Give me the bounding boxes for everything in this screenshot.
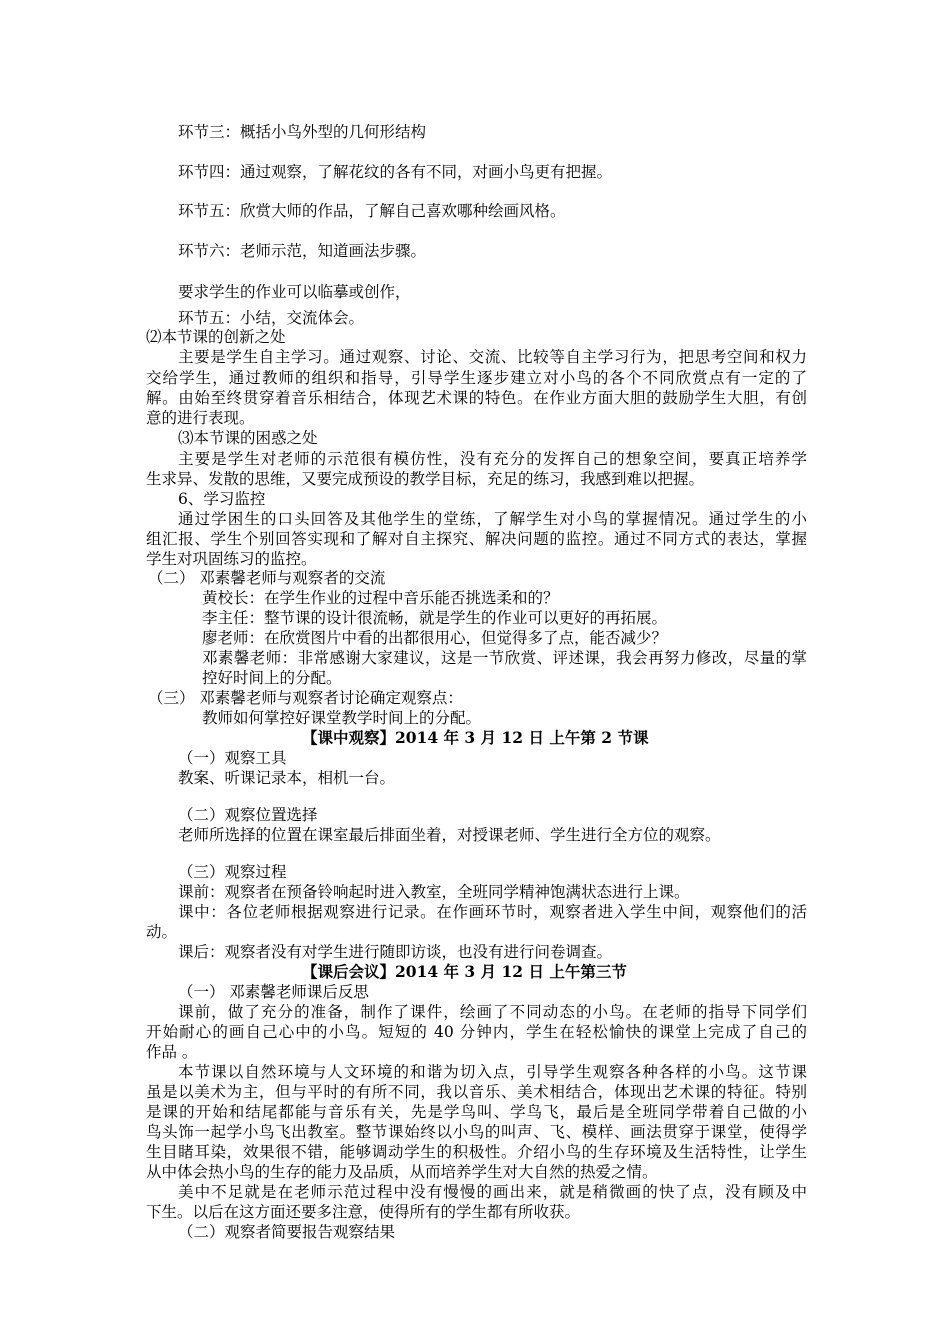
paragraph-line: 鸟头饰一起学小鸟飞出教室。整节课始终以小鸟的叫声、飞、模样、画法贯穿于课堂，使得学 bbox=[146, 1123, 807, 1141]
paragraph-line: 老师所选择的位置在课室最后排面坐着，对授课老师、学生进行全方位的观察。 bbox=[178, 826, 721, 844]
paragraph-line: 主要是学生自主学习。通过观察、讨论、交流、比较等自主学习行为，把思考空间和权力 bbox=[178, 348, 807, 366]
meeting-heading: 【课后会议】2014 年 3 月 12 日 上午第三节 bbox=[302, 962, 627, 981]
paragraph-line: 组汇报、学生个别回答实现和了解对自主探究、解决问题的监控。通过不同方式的表达，掌握 bbox=[146, 530, 807, 548]
dialog-line: 控好时间上的分配。 bbox=[202, 669, 342, 687]
section-heading: （一） 邓素馨老师课后反思 bbox=[178, 983, 369, 1001]
section-heading: （二）观察位置选择 bbox=[178, 806, 318, 824]
paragraph-line: 动。 bbox=[146, 923, 178, 941]
section-heading: （三） 邓素馨老师与观察者讨论确定观察点： bbox=[148, 689, 463, 707]
paragraph-line: 生目睹耳染，效果很不错，能够调动学生的积极性。介绍小鸟的生存环境及生活特性，让学生 bbox=[146, 1143, 807, 1161]
paragraph-line: 学生对巩固练习的监控。 bbox=[146, 550, 317, 568]
section-heading: ⑶本节课的困惑之处 bbox=[178, 429, 318, 447]
paragraph-line: 作品 。 bbox=[146, 1043, 198, 1061]
section-heading: （二） 邓素馨老师与观察者的交流 bbox=[148, 569, 386, 587]
paragraph-line: 通过学困生的口头回答及其他学生的堂练，了解学生对小鸟的掌握情况。通过学生的小 bbox=[178, 510, 807, 528]
text-line: 环节六：老师示范，知道画法步骤。 bbox=[178, 242, 427, 260]
paragraph-line: 课前，做了充分的准备，制作了课件，绘画了不同动态的小鸟。在老师的指导下同学们 bbox=[178, 1003, 807, 1021]
paragraph-line: 开始耐心的画自己心中的小鸟。短短的 40 分钟内，学生在轻松愉快的课堂上完成了自己的 bbox=[146, 1023, 807, 1041]
paragraph-line: 教师如何掌控好课堂教学时间上的分配。 bbox=[202, 709, 482, 727]
observation-heading: 【课中观察】2014 年 3 月 12 日 上午第 2 节课 bbox=[302, 728, 649, 747]
section-heading: ⑵本节课的创新之处 bbox=[146, 328, 286, 346]
paragraph-line: 美中不足就是在老师示范过程中没有慢慢的画出来，就是稍微画的快了点，没有顾及中 bbox=[178, 1183, 807, 1201]
section-heading: （一）观察工具 bbox=[178, 749, 287, 767]
section-heading: 6、学习监控 bbox=[178, 490, 266, 508]
text-line: 要求学生的作业可以临摹或创作， bbox=[178, 283, 411, 301]
dialog-line: 李主任：整节课的设计很流畅，就是学生的作业可以更好的再拓展。 bbox=[202, 609, 668, 627]
paragraph-line: 交给学生，通过教师的组织和指导，引导学生逐步建立对小鸟的各个不同欣赏点有一定的了 bbox=[146, 369, 807, 387]
paragraph-line: 课后：观察者没有对学生进行随即访谈，也没有进行问卷调查。 bbox=[178, 943, 613, 961]
paragraph-line: 是课的开始和结尾都能与音乐有关，先是学鸟叫、学鸟飞，最后是全班同学带着自己做的小 bbox=[146, 1103, 807, 1121]
paragraph-line: 课中：各位老师根据观察进行记录。在作画环节时，观察者进入学生中间，观察他们的活 bbox=[178, 903, 807, 921]
paragraph-line: 下生。以后在这方面还要多注意，使得所有的学生都有所收获。 bbox=[146, 1203, 581, 1221]
paragraph-line: 虽是以美术为主，但与平时的有所不同，我以音乐、美术相结合，体现出艺术课的特征。特别 bbox=[146, 1083, 807, 1101]
dialog-line: 黄校长：在学生作业的过程中音乐能否挑选柔和的？ bbox=[202, 589, 559, 607]
paragraph-line: 教案、听课记录本，相机一台。 bbox=[178, 769, 396, 787]
text-line: 环节五：欣赏大师的作品，了解自己喜欢哪种绘画风格。 bbox=[178, 202, 566, 220]
paragraph-line: 解。由始至终贯穿着音乐相结合，体现艺术课的特色。在作业方面大胆的鼓励学生大胆，有创 bbox=[146, 389, 807, 407]
paragraph-line: 生求异、发散的思维，又要完成预设的教学目标，充足的练习，我感到难以把握。 bbox=[146, 470, 705, 488]
section-heading: （二）观察者简要报告观察结果 bbox=[178, 1223, 396, 1241]
text-line: 环节三：概括小鸟外型的几何形结构 bbox=[178, 123, 427, 141]
dialog-line: 廖老师：在欣赏图片中看的出都很用心，但觉得多了点，能否减少？ bbox=[202, 629, 668, 647]
paragraph-line: 意的进行表现。 bbox=[146, 409, 255, 427]
text-line: 环节四：通过观察，了解花纹的各有不同，对画小鸟更有把握。 bbox=[178, 163, 613, 181]
section-heading: （三）观察过程 bbox=[178, 863, 287, 881]
dialog-line: 邓素馨老师：非常感谢大家建议，这是一节欣赏、评述课，我会再努力修改，尽量的掌 bbox=[202, 649, 807, 667]
text-line: 环节五：小结，交流体会。 bbox=[178, 309, 365, 327]
paragraph-line: 本节课以自然环境与人文环境的和谐为切入点，引导学生观察各种各样的小鸟。这节课 bbox=[178, 1063, 807, 1081]
paragraph-line: 课前：观察者在预备铃响起时进入教室，全班同学精神饱满状态进行上课。 bbox=[178, 883, 690, 901]
paragraph-line: 从中体会热小鸟的生存的能力及品质，从而培养学生对大自然的热爱之情。 bbox=[146, 1163, 658, 1181]
paragraph-line: 主要是学生对老师的示范很有模仿性，没有充分的发挥自己的想象空间，要真正培养学 bbox=[178, 450, 807, 468]
